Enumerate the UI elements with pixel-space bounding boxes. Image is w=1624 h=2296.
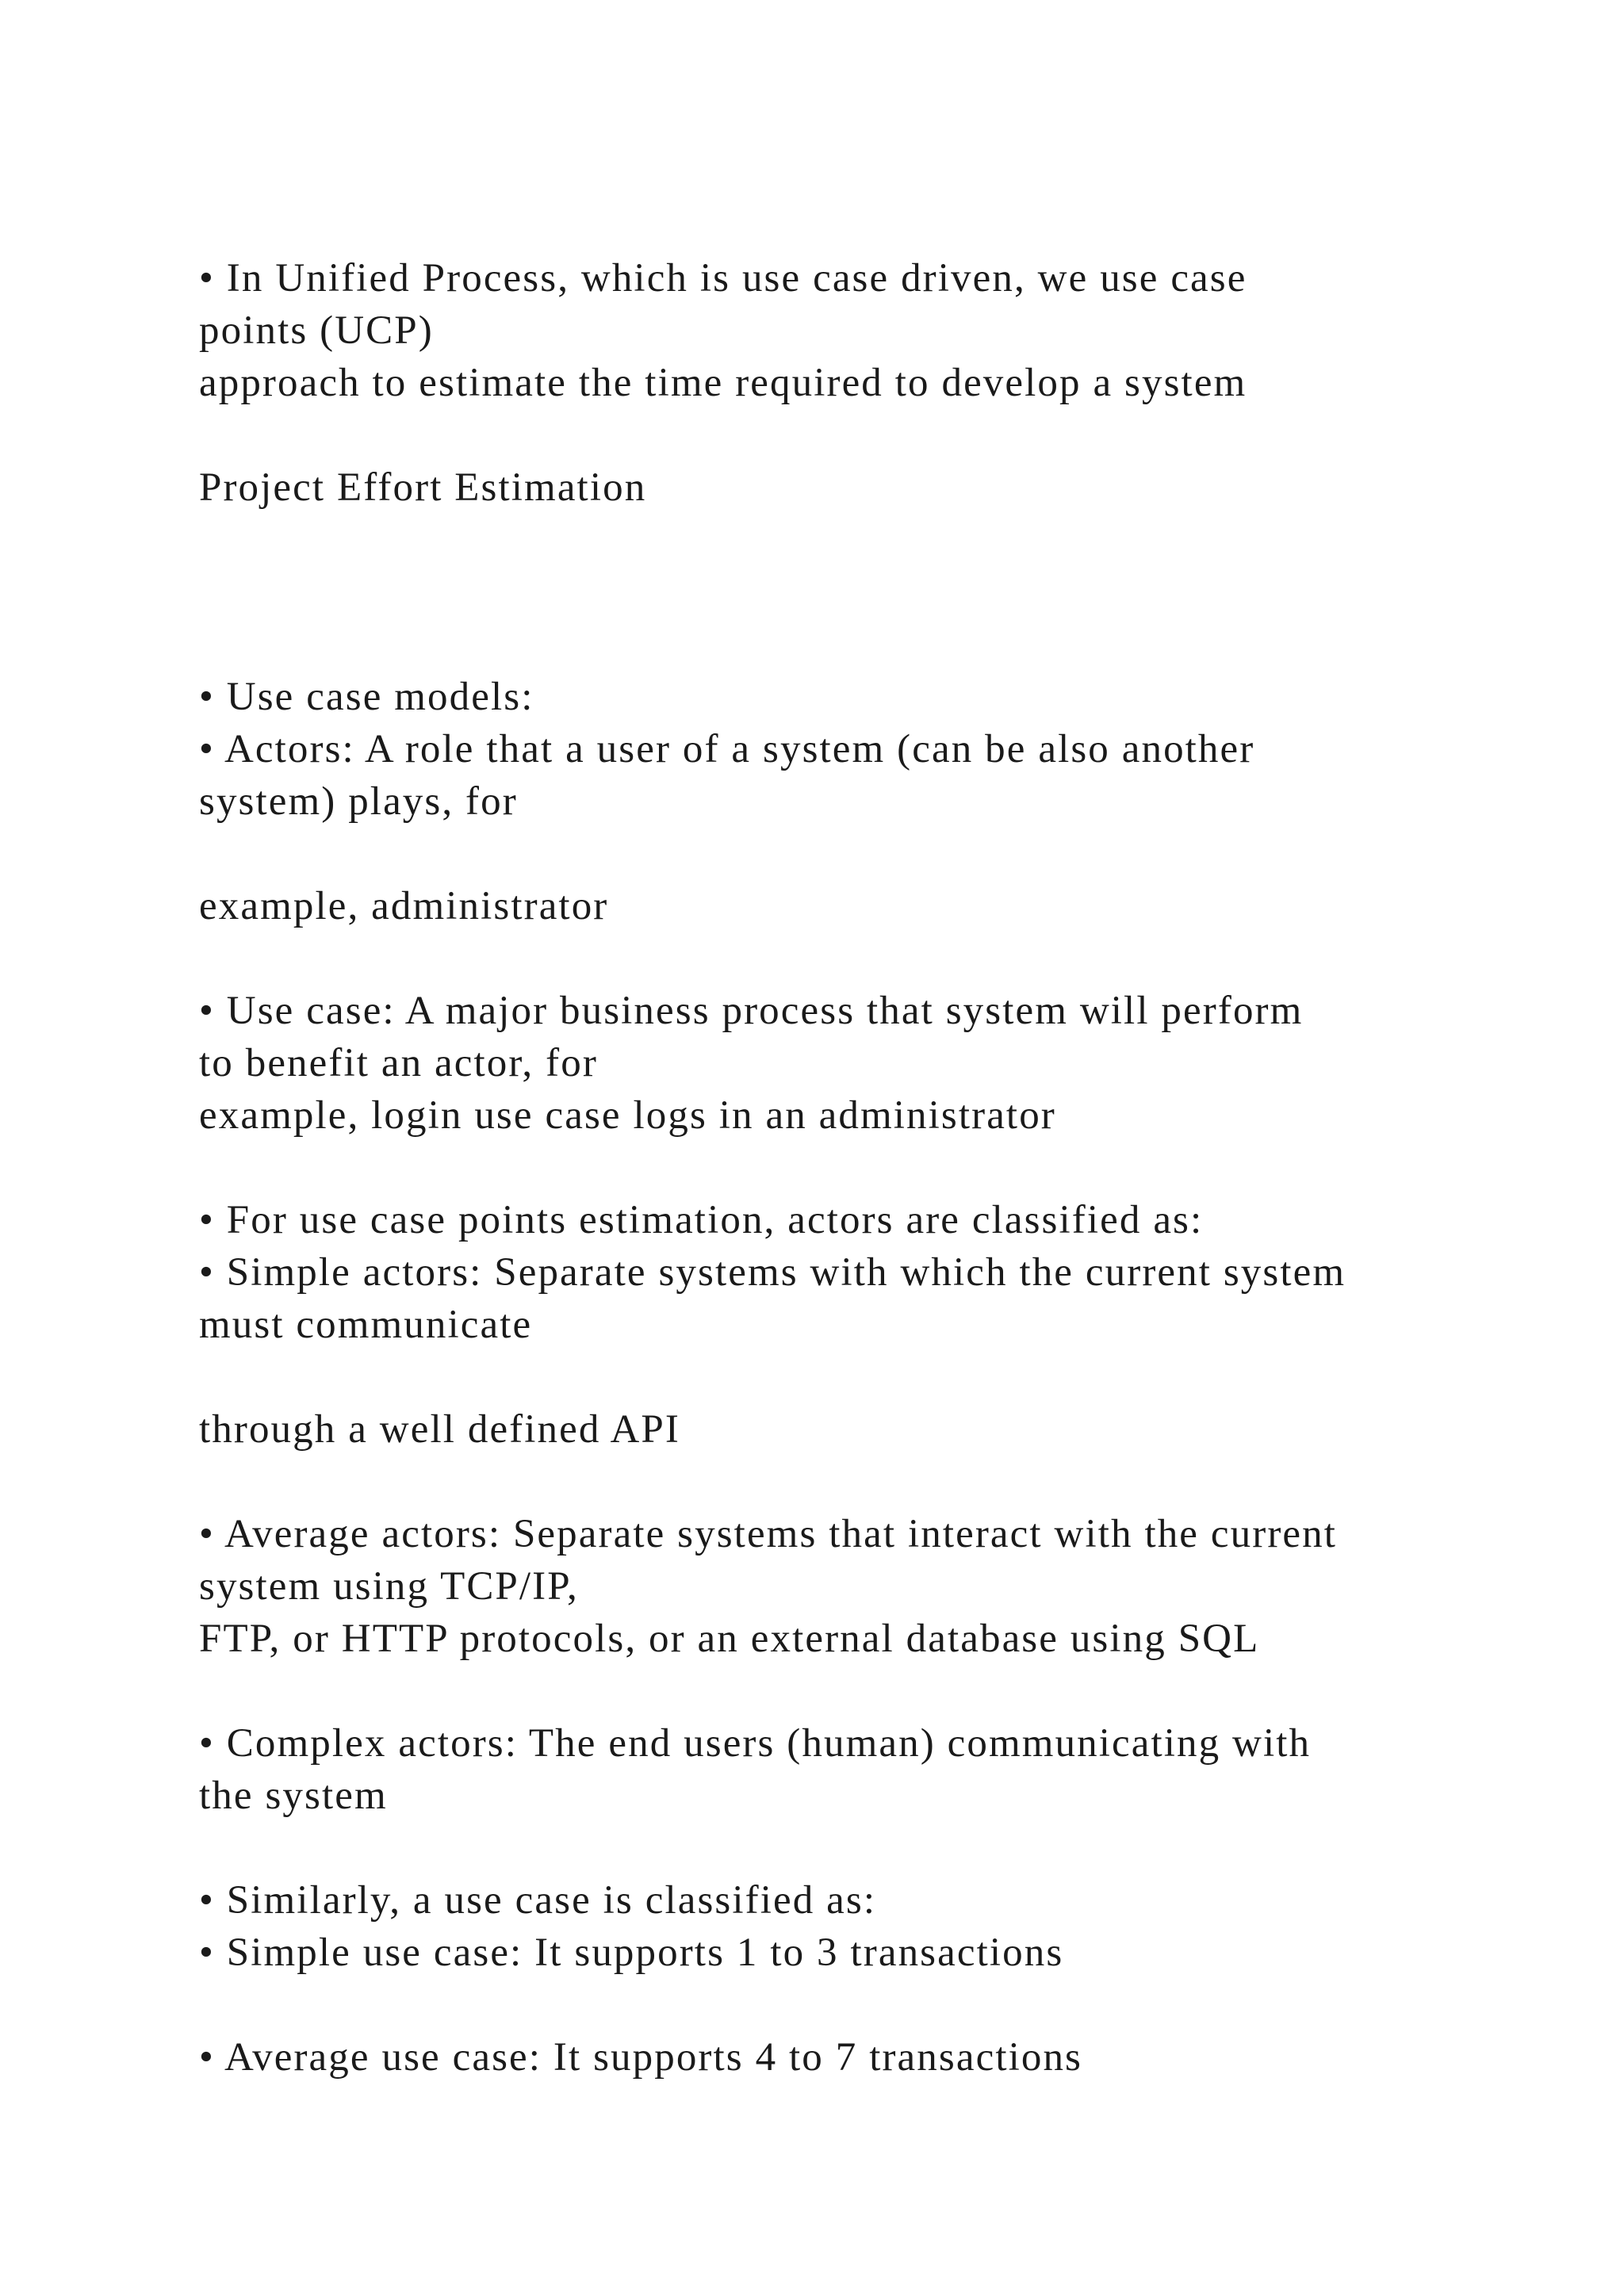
text-line-actors-example: example, administrator (199, 884, 609, 928)
text-line-use-case-definition-cont: to benefit an actor, for (199, 1041, 598, 1085)
text-line-use-case-definition: • Use case: A major business process that system will perform (199, 989, 1304, 1033)
text-line-ucp-intro: • In Unified Process, which is use case driven, we use case (199, 256, 1247, 300)
text-line-use-case-models: • Use case models: (199, 675, 534, 719)
text-line-ucp-approach: approach to estimate the time required to develop a system (199, 361, 1247, 405)
text-line-use-case-example: example, login use case logs in an administrator (199, 1093, 1056, 1138)
section-heading-effort-estimation: Project Effort Estimation (199, 465, 647, 510)
blank-line (199, 1142, 1547, 1194)
text-line-use-case-classification: • Similarly, a use case is classified as: (199, 1878, 877, 1923)
blank-line (199, 932, 1547, 985)
text-line-simple-actors: • Simple actors: Separate systems with which the current system (199, 1250, 1346, 1295)
text-line-simple-actors-cont: must communicate (199, 1303, 533, 1347)
text-line-simple-actors-api: through a well defined API (199, 1407, 680, 1452)
blank-line (199, 1822, 1547, 1874)
document-body (199, 252, 1547, 2084)
text-line-average-actors-cont: system using TCP/IP, (199, 1564, 579, 1609)
blank-line (199, 1665, 1547, 1717)
blank-line (199, 566, 1547, 618)
blank-line (199, 618, 1547, 671)
text-line-actors-definition: • Actors: A role that a user of a system (can be also another (199, 727, 1255, 771)
blank-line (199, 1456, 1547, 1508)
blank-line (199, 1979, 1547, 2031)
text-line-average-actors: • Average actors: Separate systems that interact with the current (199, 1512, 1338, 1556)
blank-line (199, 828, 1547, 880)
text-line-complex-actors-cont: the system (199, 1774, 388, 1818)
text-line-simple-use-case: • Simple use case: It supports 1 to 3 transactions (199, 1931, 1064, 1975)
text-line-average-actors-protocols: FTP, or HTTP protocols, or an external database using SQL (199, 1617, 1260, 1661)
blank-line (199, 1351, 1547, 1403)
text-line-complex-actors: • Complex actors: The end users (human) communicating with (199, 1721, 1312, 1766)
blank-line (199, 514, 1547, 566)
text-line-average-use-case: • Average use case: It supports 4 to 7 transactions (199, 2035, 1083, 2080)
blank-line (199, 409, 1547, 461)
text-line-actors-definition-cont: system) plays, for (199, 779, 518, 824)
text-line-actor-classification: • For use case points estimation, actors are classified as: (199, 1198, 1204, 1242)
text-line-ucp-intro-cont: points (UCP) (199, 308, 434, 353)
